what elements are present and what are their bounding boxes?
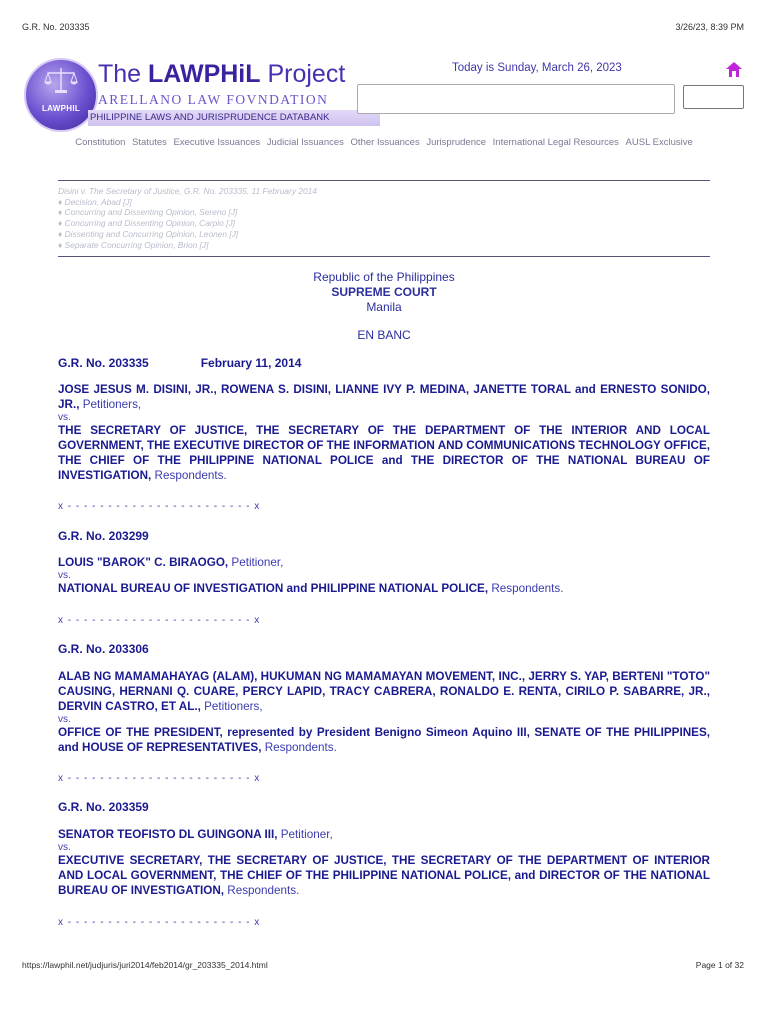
case-1-grno-text: G.R. No. 203335 xyxy=(58,356,149,370)
related-case-link[interactable]: Disini v. The Secretary of Justice, G.R. No. 203335, 11 February 2014 xyxy=(58,186,317,196)
case-3-petitioners: ALAB NG MAMAMAHAYAG (ALAM), HUKUMAN NG MAMAMAYAN MOVEMENT, INC., JERRY S. YAP, BERTENI "TOTO" CAUSING, HERNANI Q. CUARE, PERCY LAPID, TRACY CABRERA, RONALDO E. RENTA, CIRILO P. SABARRE, JR., DERVIN CASTRO, ET AL., xyxy=(58,670,710,713)
case-4-vs: vs. xyxy=(58,842,71,853)
case-4-parties xyxy=(58,827,710,898)
case-1-petitioners: JOSE JESUS M. DISINI, JR., ROWENA S. DISINI, LIANNE IVY P. MEDINA, JANETTE TORAL and ERNESTO SONIDO, JR., xyxy=(58,383,710,411)
nav-ausl-exclusive[interactable]: AUSL Exclusive xyxy=(625,137,693,148)
logo-title-suffix: Project xyxy=(260,60,346,88)
main-nav xyxy=(0,137,768,148)
related-decision-link[interactable]: ♦ Decision, Abad [J] xyxy=(58,196,132,207)
case-4-respondents-role: Respondents. xyxy=(227,884,300,897)
case-3-respondents-role: Respondents. xyxy=(264,741,337,754)
case-2-respondents: NATIONAL BUREAU OF INVESTIGATION and PHILIPPINE NATIONAL POLICE, xyxy=(58,582,489,595)
court-division: EN BANC xyxy=(357,328,411,342)
logo-emblem xyxy=(24,58,98,132)
nav-jurisprudence[interactable]: Jurisprudence xyxy=(426,137,487,148)
case-3-petitioners-role: Petitioners, xyxy=(204,700,263,713)
case-4-petitioners: SENATOR TEOFISTO DL GUINGONA III, xyxy=(58,828,278,841)
divider-bottom xyxy=(58,256,710,257)
separator-2: x - - - - - - - - - - - - - - - - - - - - - - - x xyxy=(58,615,261,626)
court-name: SUPREME COURT xyxy=(331,285,437,299)
court-republic: Republic of the Philippines xyxy=(313,270,455,284)
today-date: Today is Sunday, March 26, 2023 xyxy=(452,62,622,74)
related-leonen-link[interactable]: ♦ Dissenting and Concurring Opinion, Leonen [J] xyxy=(58,228,239,239)
nav-constitution[interactable]: Constitution xyxy=(75,137,126,148)
case-1-respondents-role: Respondents. xyxy=(154,469,227,482)
scales-icon xyxy=(43,66,79,94)
nav-international-legal-resources[interactable]: International Legal Resources xyxy=(492,137,619,148)
case-4-respondents: EXECUTIVE SECRETARY, THE SECRETARY OF JUSTICE, THE SECRETARY OF THE DEPARTMENT OF INTERIOR AND LOCAL GOVERNMENT, THE CHIEF OF THE PHILIPPINE NATIONAL POLICE, and DIRECTOR OF THE NATIONAL BUREAU OF INVESTIGATION, xyxy=(58,854,710,897)
print-footer-page: Page 1 of 32 xyxy=(695,960,744,970)
case-2-vs: vs. xyxy=(58,570,71,581)
case-1-grno xyxy=(58,356,301,370)
related-carpio-link[interactable]: ♦ Concurring and Dissenting Opinion, Carpio [J] xyxy=(58,218,235,229)
case-1-date: February 11, 2014 xyxy=(200,356,302,370)
case-1-parties xyxy=(58,382,710,483)
separator-3: x - - - - - - - - - - - - - - - - - - - - - - - x xyxy=(58,773,261,784)
nav-judicial-issuances[interactable]: Judicial Issuances xyxy=(266,137,344,148)
separator-4: x - - - - - - - - - - - - - - - - - - - - - - - x xyxy=(58,917,261,928)
logo-band-text: PHILIPPINE LAWS AND JURISPRUDENCE DATABANK xyxy=(90,112,330,123)
case-2-petitioners: LOUIS "BAROK" C. BIRAOGO, xyxy=(58,556,229,569)
case-2-grno: G.R. No. 203299 xyxy=(58,529,149,543)
related-sereno-link[interactable]: ♦ Concurring and Dissenting Opinion, Sereno [J] xyxy=(58,207,238,218)
separator-1: x - - - - - - - - - - - - - - - - - - - - - - - x xyxy=(58,501,261,512)
logo-title-prefix: The xyxy=(98,60,149,88)
home-icon[interactable] xyxy=(725,61,743,78)
print-header-title: G.R. No. 203335 xyxy=(22,22,90,32)
case-4-grno: G.R. No. 203359 xyxy=(58,800,149,814)
logo-band xyxy=(88,110,380,126)
logo-mini-text: LAWPHIL xyxy=(41,104,81,113)
nav-statutes[interactable]: Statutes xyxy=(132,137,167,148)
divider-top xyxy=(58,180,710,181)
nav-executive-issuances[interactable]: Executive Issuances xyxy=(173,137,261,148)
court-city: Manila xyxy=(366,300,402,314)
logo-title-brand: LAWPHiL xyxy=(148,60,261,88)
case-2-petitioners-role: Petitioner, xyxy=(231,556,284,569)
search-input[interactable] xyxy=(357,84,675,114)
search-button[interactable] xyxy=(683,85,744,109)
case-1-vs: vs. xyxy=(58,412,71,423)
lawphil-logo[interactable] xyxy=(24,58,346,134)
case-3-respondents: OFFICE OF THE PRESIDENT, represented by President Benigno Simeon Aquino III, SENATE OF THE PHILIPPINES, and HOUSE OF REPRESENTATIVES, xyxy=(58,726,710,754)
case-3-parties xyxy=(58,669,710,755)
case-1-petitioners-role: Petitioners, xyxy=(82,398,142,411)
logo-subtitle: ARELLANO LAW FOVNDATION xyxy=(98,92,329,107)
case-4-petitioners-role: Petitioner, xyxy=(280,828,333,841)
nav-other-issuances[interactable]: Other Issuances xyxy=(350,137,420,148)
related-opinions xyxy=(58,186,317,250)
logo-title xyxy=(98,60,345,89)
case-2-respondents-role: Respondents. xyxy=(491,582,564,595)
case-3-vs: vs. xyxy=(58,714,71,725)
print-footer-url: https://lawphil.net/judjuris/juri2014/feb2014/gr_203335_2014.html xyxy=(22,960,268,970)
related-brion-link[interactable]: ♦ Separate Concurring Opinion, Brion [J] xyxy=(58,239,209,250)
case-1-respondents: THE SECRETARY OF JUSTICE, THE SECRETARY OF THE DEPARTMENT OF THE INTERIOR AND LOCAL GOVERNMENT, THE EXECUTIVE DIRECTOR OF THE INFORMATION AND COMMUNICATIONS TECHNOLOGY OFFICE, THE CHIEF OF THE PHILIPPINE NATIONAL POLICE and THE DIRECTOR OF THE NATIONAL BUREAU OF INVESTIGATION, xyxy=(58,424,710,482)
case-3-grno: G.R. No. 203306 xyxy=(58,642,149,656)
case-2-parties xyxy=(58,555,710,596)
print-header-datetime: 3/26/23, 8:39 PM xyxy=(675,22,744,32)
